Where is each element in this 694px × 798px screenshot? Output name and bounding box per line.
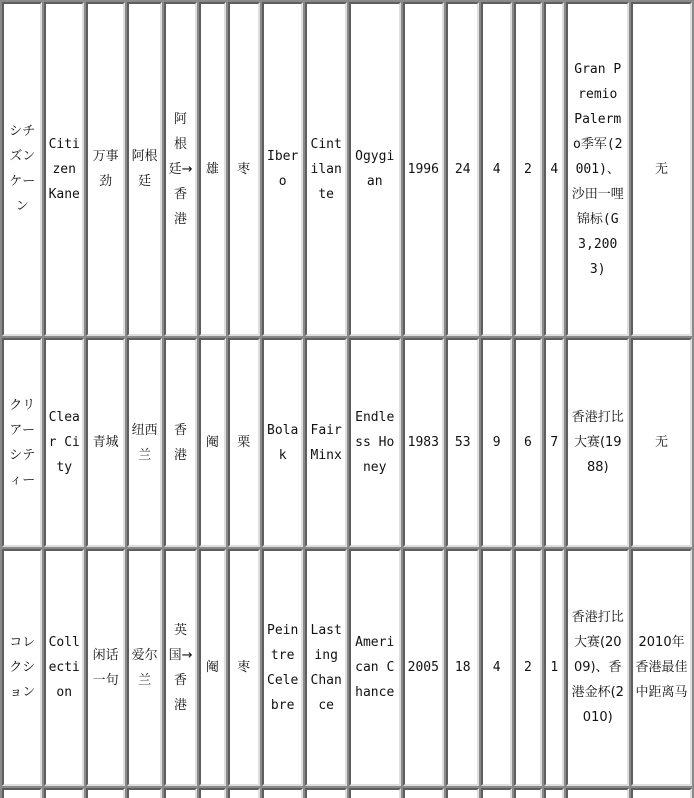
empty-cell: [164, 788, 197, 798]
awards-cell: 2010年香港最佳中距离马: [631, 549, 692, 786]
table-row: [2, 549, 692, 786]
empty-cell: [349, 788, 401, 798]
location-cell: 英国→香港: [164, 549, 197, 786]
sex-cell: 阉: [199, 338, 225, 547]
seconds-cell: 2: [514, 549, 542, 786]
year-cell: 2005: [403, 549, 445, 786]
birthplace-cell: 纽西兰: [127, 338, 161, 547]
year-cell: 1983: [403, 338, 445, 547]
japanese-name-cell: クリアーシティー: [2, 338, 42, 547]
japanese-name-cell: シチズンケーン: [2, 2, 42, 336]
sire-cell: Bolak: [262, 338, 304, 547]
empty-cell: [305, 788, 347, 798]
empty-cell: [44, 788, 83, 798]
dam-sire-cell: Ogygian: [349, 2, 401, 336]
empty-cell: [544, 788, 564, 798]
sex-cell: 阉: [199, 549, 225, 786]
year-cell: 1996: [403, 2, 445, 336]
awards-cell: 无: [631, 2, 692, 336]
english-name-cell: Clear City: [44, 338, 83, 547]
location-cell: 香港: [164, 338, 197, 547]
big-races-cell: 香港打比大赛(2009)、香港金杯(2010): [566, 549, 629, 786]
dam-sire-cell: American Chance: [349, 549, 401, 786]
wins-cell: 4: [481, 2, 511, 336]
empty-cell: [199, 788, 225, 798]
awards-cell: 无: [631, 338, 692, 547]
starts-cell: 24: [446, 2, 479, 336]
table-row: [2, 2, 692, 336]
wins-cell: 9: [481, 338, 511, 547]
empty-cell: [566, 788, 629, 798]
empty-cell: [86, 788, 125, 798]
big-races-cell: 香港打比大赛(1988): [566, 338, 629, 547]
big-races-cell: Gran Premio Palermo季军(2001)、沙田一哩锦标(G3,2003): [566, 2, 629, 336]
chinese-name-cell: 青城: [86, 338, 125, 547]
dam-cell: Cintilante: [305, 2, 347, 336]
sex-cell: 雄: [199, 2, 225, 336]
dam-cell: Lasting Chance: [305, 549, 347, 786]
starts-cell: 18: [446, 549, 479, 786]
birthplace-cell: 阿根廷: [127, 2, 161, 336]
thirds-cell: 1: [544, 549, 564, 786]
empty-cell: [228, 788, 260, 798]
seconds-cell: 2: [514, 2, 542, 336]
thirds-cell: 4: [544, 2, 564, 336]
dam-cell: Fair Minx: [305, 338, 347, 547]
color-cell: 枣: [228, 2, 260, 336]
chinese-name-cell: 万事劲: [86, 2, 125, 336]
english-name-cell: Citizen Kane: [44, 2, 83, 336]
wins-cell: 4: [481, 549, 511, 786]
dam-sire-cell: Endless Honey: [349, 338, 401, 547]
empty-cell: [262, 788, 304, 798]
english-name-cell: Collection: [44, 549, 83, 786]
sire-cell: Ibero: [262, 2, 304, 336]
empty-cell: [514, 788, 542, 798]
empty-cell: [403, 788, 445, 798]
thirds-cell: 7: [544, 338, 564, 547]
empty-cell: [127, 788, 161, 798]
empty-cell: [481, 788, 511, 798]
location-cell: 阿根廷→香港: [164, 2, 197, 336]
seconds-cell: 6: [514, 338, 542, 547]
empty-cell: [446, 788, 479, 798]
sire-cell: Peintre Celebre: [262, 549, 304, 786]
empty-cell: [631, 788, 692, 798]
chinese-name-cell: 闲话一句: [86, 549, 125, 786]
table-row: [2, 338, 692, 547]
empty-cell: [2, 788, 42, 798]
starts-cell: 53: [446, 338, 479, 547]
japanese-name-cell: コレクション: [2, 549, 42, 786]
table-row: [2, 788, 692, 798]
birthplace-cell: 爱尔兰: [127, 549, 161, 786]
color-cell: 枣: [228, 549, 260, 786]
color-cell: 栗: [228, 338, 260, 547]
